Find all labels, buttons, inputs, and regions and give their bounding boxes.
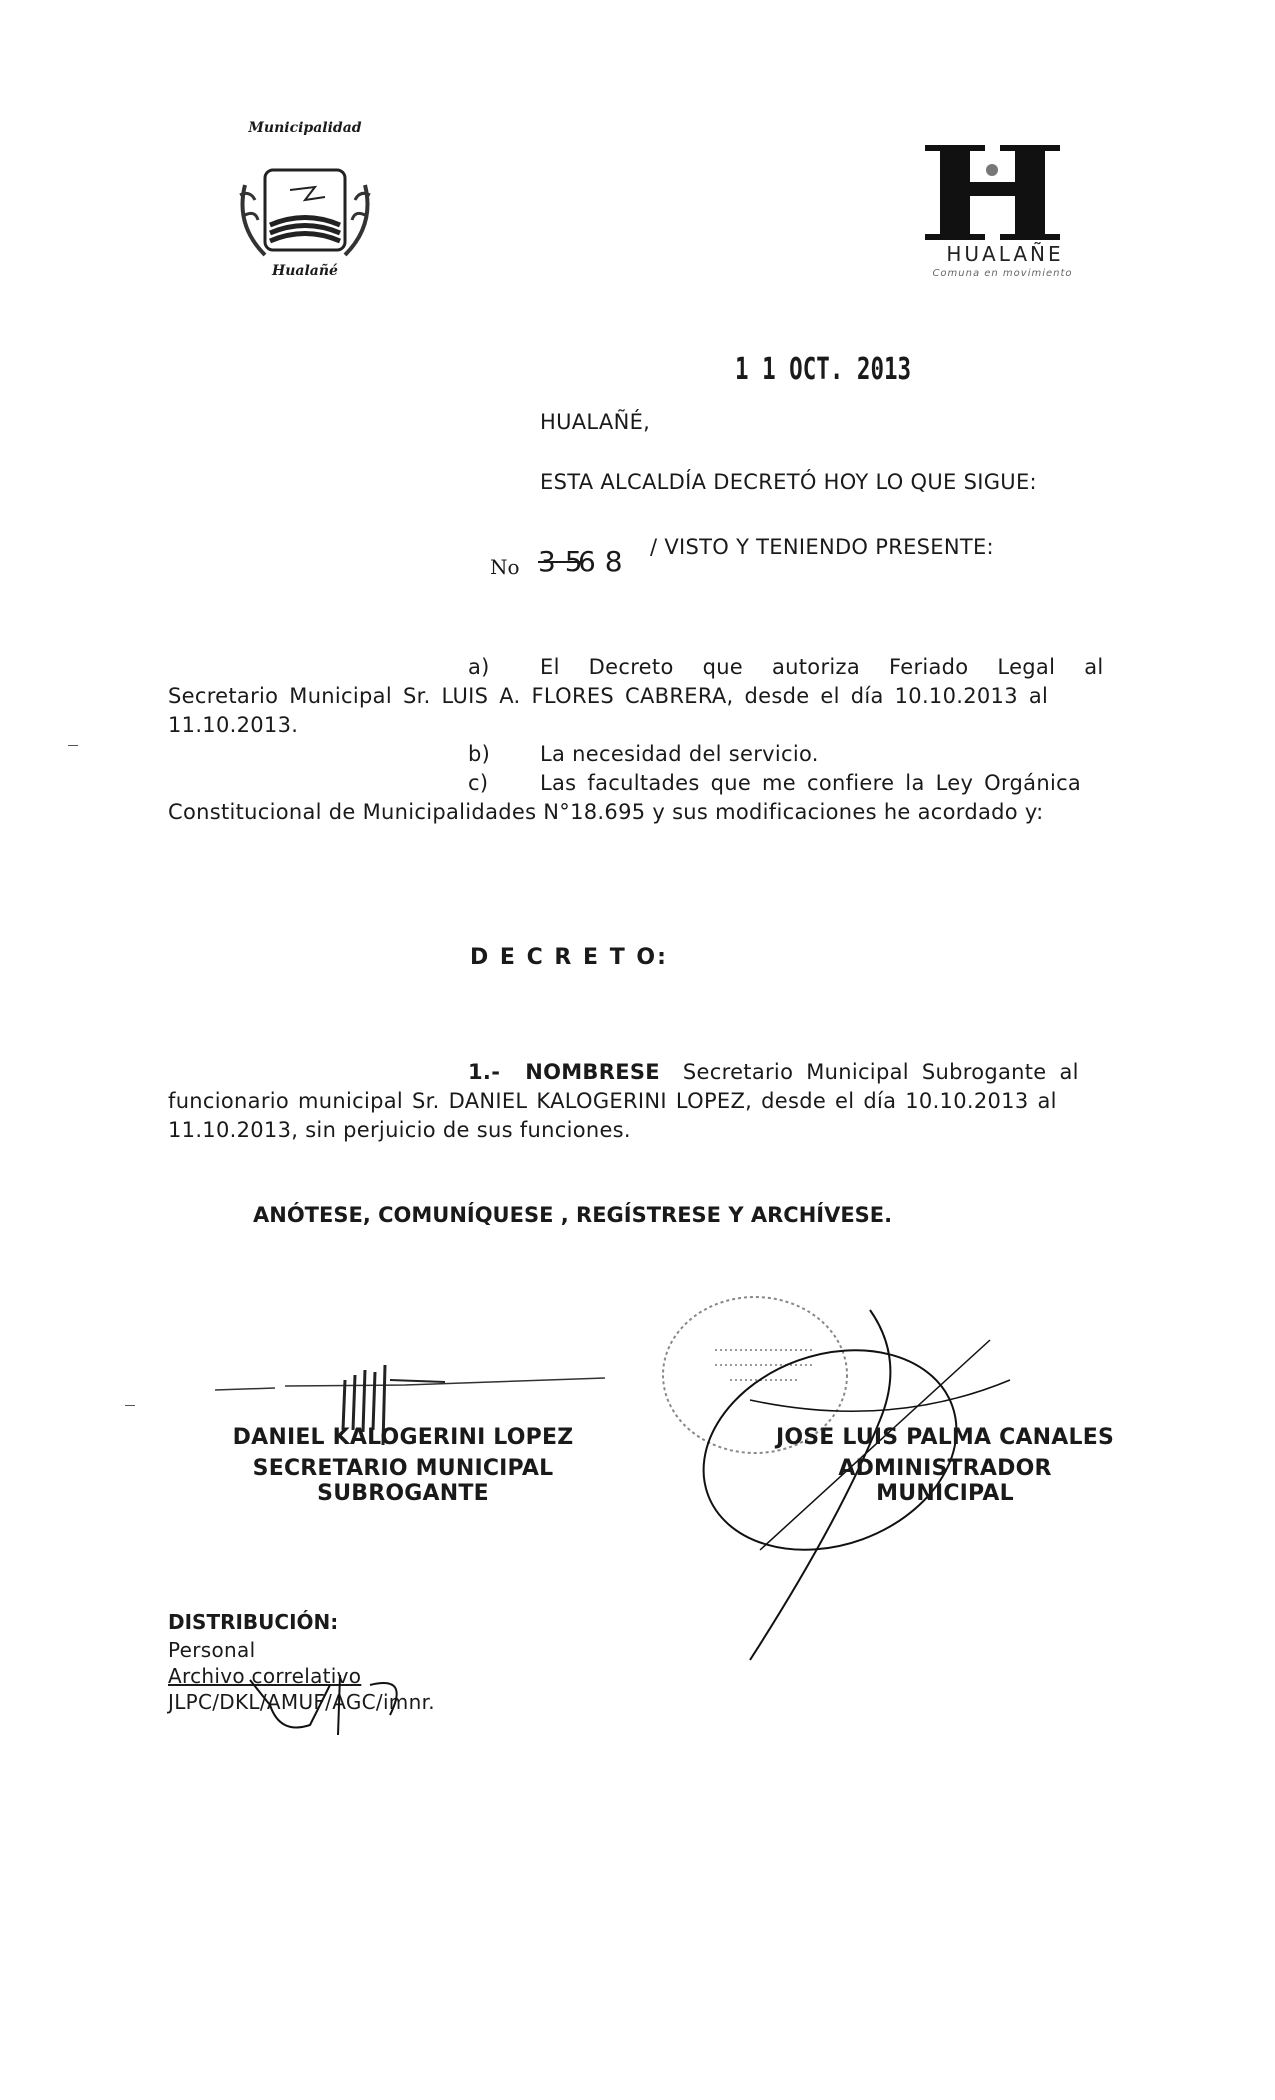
article-line2: funcionario municipal Sr. DANIEL KALOGERINI LOPEZ, desde el día 10.10.2013 al [168,1089,1057,1113]
distribution-item-personal: Personal [168,1638,256,1662]
date-stamp: 1 1 OCT. 2013 [735,352,912,387]
consideration-a-line1: El Decreto que autoriza Feriado Legal al [540,655,1104,679]
signatory-right-name: JOSE LUIS PALMA CANALES [775,1425,1115,1450]
distribution-item-archivo: Archivo correlativo [168,1664,362,1688]
hualane-logo [920,140,1080,290]
consideration-c-text: Las facultades que me confiere la Ley Orgánica [540,771,1082,795]
consideration-a-text [540,655,1110,679]
article-verb: NOMBRESE [525,1060,660,1084]
distribution-heading: DISTRIBUCIÓN: [168,1610,339,1634]
intro: ESTA ALCALDÍA DECRETÓ HOY LO QUE SIGUE: [540,470,1037,494]
distribution-initials: JLPC/DKL/AMUF/AGC/imnr. [168,1690,435,1714]
decree-number-prefix: No [490,555,520,579]
consideration-a-line3: 11.10.2013. [168,713,299,737]
consideration-b-letter: b) [468,742,491,766]
logo-tagline: Comuna en movimiento [932,268,1073,279]
seal-top-text: Municipalidad [248,120,362,136]
margin-mark [68,745,78,746]
hualane-h-icon [920,140,1070,250]
closing-formula: ANÓTESE, COMUNÍQUESE , REGÍSTRESE Y ARCHÍVESE. [253,1203,893,1227]
decreto-heading: D E C R E T O: [470,945,668,970]
signatory-right [700,1425,1120,1506]
seal-bottom-text: Hualañé [272,263,338,279]
consideration-a-letter: a) [468,655,490,679]
signatory-left-title: SECRETARIO MUNICIPAL SUBROGANTE [252,1456,554,1506]
margin-mark [125,1405,135,1406]
consideration-c-letter: c) [468,771,489,795]
municipal-seal [220,115,390,285]
initials-scribble-icon [240,1665,440,1745]
logo-word: HUALAÑE [946,242,1064,266]
decree-visto: / VISTO Y TENIENDO PRESENTE: [650,535,994,559]
decree-number: 6 8 [578,545,623,578]
place: HUALAÑÉ, [540,410,651,434]
consideration-a-line2: Secretario Municipal Sr. LUIS A. FLORES CABRERA, desde el día 10.10.2013 al [168,684,1049,708]
consideration-b-text: La necesidad del servicio. [540,742,819,766]
signatory-right-title: ADMINISTRADOR MUNICIPAL [838,1456,1052,1506]
article-text1: Secretario Municipal Subrogante al [682,1060,1079,1084]
signatory-left-name: DANIEL KALOGERINI LOPEZ [232,1425,574,1450]
article-line3: 11.10.2013, sin perjuicio de sus funciones. [168,1118,631,1142]
article-line1 [468,1060,1113,1084]
consideration-c-line2: Constitucional de Municipalidades N°18.695 y sus modificaciones he acordado y: [168,800,1044,824]
decree-number-struck: 3 5 [538,545,583,578]
decree-number-line [490,535,1090,585]
signatory-left [168,1425,638,1506]
article-number: 1.- [468,1060,501,1084]
